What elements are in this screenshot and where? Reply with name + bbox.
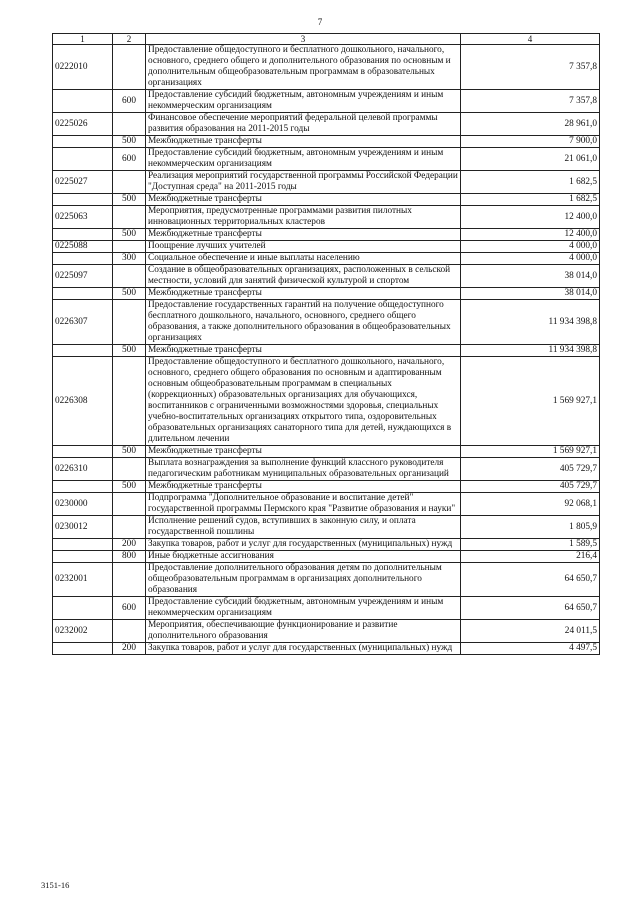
table-row xyxy=(53,148,600,171)
table-row xyxy=(53,446,600,458)
budget-code-cell xyxy=(53,597,113,620)
amount-cell: 1 682,5 xyxy=(461,171,600,194)
budget-code-cell: 0225027 xyxy=(53,171,113,194)
expense-type-cell: 500 xyxy=(113,229,146,241)
description-cell: Подпрограмма "Дополнительное образование и воспитание детей" государственной программы Пермского края "Развитие образования и науки" xyxy=(146,493,461,516)
amount-cell: 7 900,0 xyxy=(461,136,600,148)
description-cell: Иные бюджетные ассигнования xyxy=(146,551,461,563)
expense-type-cell: 200 xyxy=(113,539,146,551)
budget-code-cell: 0230000 xyxy=(53,493,113,516)
budget-table xyxy=(52,33,600,655)
description-cell: Создание в общеобразовательных организациях, расположенных в сельской местности, условий для занятий физической культурой и спортом xyxy=(146,265,461,288)
description-cell: Выплата вознаграждения за выполнение функций классного руководителя педагогическим работникам муниципальных образовательных организаций xyxy=(146,458,461,481)
expense-type-cell xyxy=(113,563,146,597)
description-cell: Предоставление субсидий бюджетным, автономным учреждениям и иным некоммерческим организациям xyxy=(146,597,461,620)
amount-cell: 1 569 927,1 xyxy=(461,357,600,446)
amount-cell: 64 650,7 xyxy=(461,563,600,597)
budget-code-cell: 0230012 xyxy=(53,516,113,539)
amount-cell: 405 729,7 xyxy=(461,481,600,493)
amount-cell: 1 589,5 xyxy=(461,539,600,551)
description-cell: Межбюджетные трансферты xyxy=(146,288,461,300)
budget-code-cell: 0232002 xyxy=(53,620,113,643)
expense-type-cell xyxy=(113,113,146,136)
table-body xyxy=(53,45,600,655)
expense-type-cell xyxy=(113,493,146,516)
amount-cell: 4 000,0 xyxy=(461,241,600,253)
description-cell: Предоставление дополнительного образования детям по дополнительным общеобразовательным программам в организациях дополнительного образования xyxy=(146,563,461,597)
table-row xyxy=(53,113,600,136)
expense-type-cell: 500 xyxy=(113,194,146,206)
table-row xyxy=(53,136,600,148)
expense-type-cell xyxy=(113,300,146,345)
expense-type-cell xyxy=(113,206,146,229)
amount-cell: 12 400,0 xyxy=(461,229,600,241)
budget-code-cell xyxy=(53,551,113,563)
expense-type-cell: 500 xyxy=(113,481,146,493)
budget-code-cell: 0226310 xyxy=(53,458,113,481)
description-cell: Предоставление субсидий бюджетным, автономным учреждениям и иным некоммерческим организациям xyxy=(146,148,461,171)
table-row xyxy=(53,288,600,300)
amount-cell: 24 011,5 xyxy=(461,620,600,643)
amount-cell: 21 061,0 xyxy=(461,148,600,171)
table-row xyxy=(53,171,600,194)
budget-code-cell: 0222010 xyxy=(53,45,113,90)
expense-type-cell: 600 xyxy=(113,90,146,113)
description-cell: Мероприятия, предусмотренные программами развития пилотных инновационных территориальных кластеров xyxy=(146,206,461,229)
expense-type-cell xyxy=(113,265,146,288)
column-header-1: 1 xyxy=(53,34,113,45)
description-cell: Межбюджетные трансферты xyxy=(146,345,461,357)
budget-code-cell: 0225063 xyxy=(53,206,113,229)
table-row xyxy=(53,551,600,563)
budget-code-cell xyxy=(53,194,113,206)
budget-code-cell: 0232001 xyxy=(53,563,113,597)
table-row xyxy=(53,300,600,345)
amount-cell: 38 014,0 xyxy=(461,288,600,300)
amount-cell: 1 569 927,1 xyxy=(461,446,600,458)
expense-type-cell: 500 xyxy=(113,136,146,148)
budget-code-cell xyxy=(53,229,113,241)
amount-cell: 92 068,1 xyxy=(461,493,600,516)
amount-cell: 28 961,0 xyxy=(461,113,600,136)
budget-code-cell xyxy=(53,253,113,265)
description-cell: Межбюджетные трансферты xyxy=(146,136,461,148)
budget-code-cell: 0226307 xyxy=(53,300,113,345)
budget-code-cell xyxy=(53,136,113,148)
table-row xyxy=(53,458,600,481)
document-code: 3151-16 xyxy=(41,880,70,890)
table-row xyxy=(53,45,600,90)
amount-cell: 405 729,7 xyxy=(461,458,600,481)
budget-code-cell xyxy=(53,643,113,655)
description-cell: Финансовое обеспечение мероприятий федеральной целевой программы развития образования на 2011-2015 годы xyxy=(146,113,461,136)
description-cell: Реализация мероприятий государственной программы Российской Федерации "Доступная среда" на 2011-2015 годы xyxy=(146,171,461,194)
amount-cell: 64 650,7 xyxy=(461,597,600,620)
expense-type-cell: 600 xyxy=(113,597,146,620)
table-row xyxy=(53,516,600,539)
description-cell: Предоставление субсидий бюджетным, автономным учреждениям и иным некоммерческим организациям xyxy=(146,90,461,113)
table-row xyxy=(53,597,600,620)
description-cell: Мероприятия, обеспечивающие функционирование и развитие дополнительного образования xyxy=(146,620,461,643)
expense-type-cell: 500 xyxy=(113,446,146,458)
column-header-4: 4 xyxy=(461,34,600,45)
table-row xyxy=(53,194,600,206)
table-row xyxy=(53,345,600,357)
budget-code-cell xyxy=(53,539,113,551)
budget-code-cell xyxy=(53,345,113,357)
amount-cell: 1 805,9 xyxy=(461,516,600,539)
budget-code-cell xyxy=(53,148,113,171)
amount-cell: 11 934 398,8 xyxy=(461,300,600,345)
expense-type-cell xyxy=(113,241,146,253)
table-row xyxy=(53,90,600,113)
table-row xyxy=(53,253,600,265)
page-number: 7 xyxy=(317,17,323,27)
description-cell: Межбюджетные трансферты xyxy=(146,481,461,493)
budget-code-cell xyxy=(53,446,113,458)
column-header-3: 3 xyxy=(146,34,461,45)
table-row xyxy=(53,206,600,229)
expense-type-cell xyxy=(113,45,146,90)
description-cell: Исполнение решений судов, вступивших в законную силу, и оплата государственной пошлины xyxy=(146,516,461,539)
budget-code-cell xyxy=(53,481,113,493)
table-row xyxy=(53,241,600,253)
amount-cell: 11 934 398,8 xyxy=(461,345,600,357)
expense-type-cell xyxy=(113,458,146,481)
table-row xyxy=(53,643,600,655)
column-header-2: 2 xyxy=(113,34,146,45)
amount-cell: 216,4 xyxy=(461,551,600,563)
budget-code-cell: 0225088 xyxy=(53,241,113,253)
expense-type-cell: 600 xyxy=(113,148,146,171)
expense-type-cell xyxy=(113,620,146,643)
budget-code-cell xyxy=(53,288,113,300)
expense-type-cell xyxy=(113,516,146,539)
description-cell: Предоставление государственных гарантий на получение общедоступного бесплатного дошкольного, начального, основного, среднего общего образования, а также дополнительного образования в общеобразовательных организациях xyxy=(146,300,461,345)
table-row xyxy=(53,493,600,516)
expense-type-cell: 800 xyxy=(113,551,146,563)
description-cell: Поощрение лучших учителей xyxy=(146,241,461,253)
budget-code-cell: 0225097 xyxy=(53,265,113,288)
description-cell: Социальное обеспечение и иные выплаты населению xyxy=(146,253,461,265)
expense-type-cell: 200 xyxy=(113,643,146,655)
table-row xyxy=(53,563,600,597)
table-row xyxy=(53,539,600,551)
table-row xyxy=(53,620,600,643)
expense-type-cell xyxy=(113,171,146,194)
amount-cell: 4 497,5 xyxy=(461,643,600,655)
description-cell: Межбюджетные трансферты xyxy=(146,446,461,458)
budget-code-cell xyxy=(53,90,113,113)
header-row xyxy=(53,34,600,45)
description-cell: Закупка товаров, работ и услуг для государственных (муниципальных) нужд xyxy=(146,539,461,551)
description-cell: Межбюджетные трансферты xyxy=(146,194,461,206)
expense-type-cell: 300 xyxy=(113,253,146,265)
amount-cell: 1 682,5 xyxy=(461,194,600,206)
expense-type-cell xyxy=(113,357,146,446)
table-row xyxy=(53,229,600,241)
amount-cell: 4 000,0 xyxy=(461,253,600,265)
description-cell: Предоставление общедоступного и бесплатного дошкольного, начального, основного, среднего общего образования по основным и адаптированным основным общеобразовательным программам в специальных (коррекционных) образовательных организациях для обучающихся, воспитанников с ограниченными возможностями здоровья, специальных учебно-воспитательных организациях открытого типа, оздоровительных образовательных организациях санаторного типа для детей, нуждающихся в длительном лечении xyxy=(146,357,461,446)
table-row xyxy=(53,357,600,446)
table-row xyxy=(53,265,600,288)
expense-type-cell: 500 xyxy=(113,345,146,357)
amount-cell: 7 357,8 xyxy=(461,45,600,90)
description-cell: Предоставление общедоступного и бесплатного дошкольного, начального, основного, среднего общего и дополнительного образования по основным и дополнительным общеобразовательным программам в образовательных организациях xyxy=(146,45,461,90)
budget-code-cell: 0226308 xyxy=(53,357,113,446)
budget-code-cell: 0225026 xyxy=(53,113,113,136)
expense-type-cell: 500 xyxy=(113,288,146,300)
description-cell: Межбюджетные трансферты xyxy=(146,229,461,241)
amount-cell: 7 357,8 xyxy=(461,90,600,113)
amount-cell: 12 400,0 xyxy=(461,206,600,229)
table-row xyxy=(53,481,600,493)
description-cell: Закупка товаров, работ и услуг для государственных (муниципальных) нужд xyxy=(146,643,461,655)
amount-cell: 38 014,0 xyxy=(461,265,600,288)
